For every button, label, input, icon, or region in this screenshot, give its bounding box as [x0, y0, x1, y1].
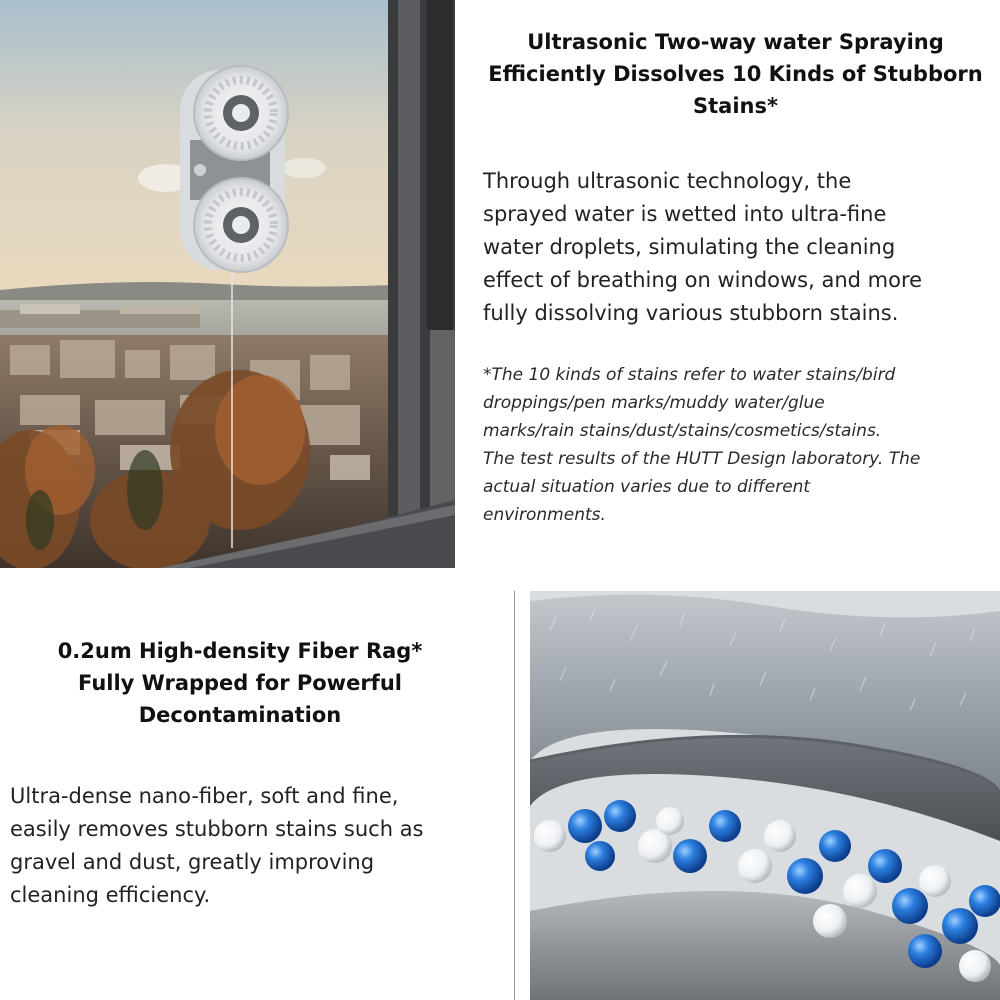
fiber-rag-illustration [530, 591, 1000, 1000]
footnote-line: actual situation varies due to different [483, 477, 811, 497]
heading-line: Efficiently Dissolves 10 Kinds of Stubborn [488, 62, 983, 86]
body-line: easily removes stubborn stains such as [10, 817, 424, 841]
vertical-divider [514, 591, 515, 1000]
body-line: sprayed water is wetted into ultra-fine [483, 202, 887, 226]
window-robot-illustration [0, 0, 455, 568]
body-line: Through ultrasonic technology, the [483, 169, 852, 193]
footnote-line: environments. [483, 505, 606, 525]
fiber-rag-heading [0, 635, 480, 731]
heading-line: Ultrasonic Two-way water Spraying [527, 30, 944, 54]
body-line: Ultra-dense nano-fiber, soft and fine, [10, 784, 399, 808]
window-robot-photo [0, 0, 455, 568]
footnote-line: *The 10 kinds of stains refer to water stains/bird [483, 365, 896, 385]
footnote-line: marks/rain stains/dust/stains/cosmetics/stains. [483, 421, 882, 441]
heading-line: Stains* [693, 94, 778, 118]
fiber-rag-photo [530, 591, 1000, 1000]
heading-line: Fully Wrapped for Powerful [78, 671, 402, 695]
body-line: gravel and dust, greatly improving [10, 850, 375, 874]
footnote-line: The test results of the HUTT Design laboratory. The [483, 449, 921, 469]
spraying-description [483, 165, 983, 330]
body-line: fully dissolving various stubborn stains. [483, 301, 899, 325]
heading-line: Decontamination [138, 703, 342, 727]
heading-line: 0.2um High-density Fiber Rag* [57, 639, 423, 663]
body-line: water droplets, simulating the cleaning [483, 235, 896, 259]
body-line: cleaning efficiency. [10, 883, 211, 907]
stains-footnote [483, 361, 988, 529]
body-line: effect of breathing on windows, and more [483, 268, 923, 292]
footnote-line: droppings/pen marks/muddy water/glue [483, 393, 825, 413]
fiber-rag-description [10, 780, 510, 912]
spraying-heading [478, 26, 993, 122]
